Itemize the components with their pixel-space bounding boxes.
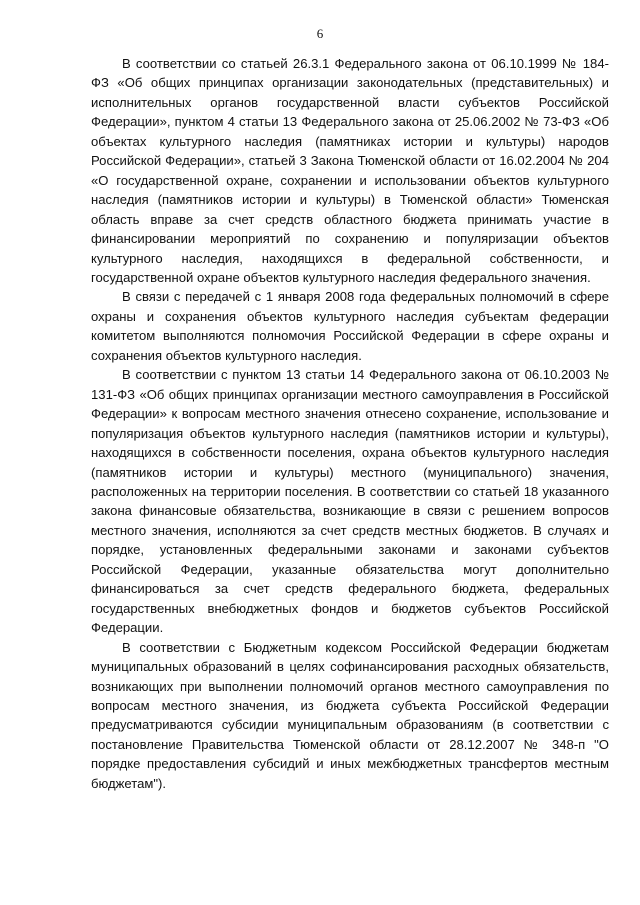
document-body [91, 54, 609, 793]
paragraph-regional-heritage-funding: В соответствии со статьей 26.3.1 Федерального закона от 06.10.1999 № 184-ФЗ «Об общих принципах организации законодательных (представительных) и исполнительных органов государственной власти субъектов Российской Федерации», пунктом 4 статьи 13 Федерального закона от 25.06.2002 № 73-ФЗ «Об объектах культурного наследия (памятниках истории и культуры) народов Российской Федерации», статьей 3 Закона Тюменской области от 16.02.2004 № 204 «О государственной охране, сохранении и использовании объектов культурного наследия (памятников истории и культуры) в Тюменской области» Тюменская область вправе за счет средств областного бюджета принимать участие в финансировании мероприятий по сохранению и популяризации объектов культурного наследия, находящихся в федеральной собственности, и государственной охране объектов культурного наследия федерального значения. [91, 56, 609, 285]
page-number: 6 [316, 26, 324, 41]
paragraph-local-self-government: В соответствии с пунктом 13 статьи 14 Федерального закона от 06.10.2003 № 131-ФЗ «Об общих принципах организации местного самоуправления в Российской Федерации» к вопросам местного значения отнесено сохранение, использование и популяризация объектов культурного наследия (памятников истории и культуры), находящихся в собственности поселения, охрана объектов культурного наследия (памятников истории и культуры) местного (муниципального) значения, расположенных на территории поселения. В соответствии со статьей 18 указанного закона финансовые обязательства, возникающие в связи с решением вопросов местного значения, исполняются за счет средств местных бюджетов. В случаях и порядке, установленных федеральными законами и законами субъектов Российской Федерации, указанные обязательства могут дополнительно финансироваться за счет средств федерального бюджета, федеральных государственных внебюджетных фондов и бюджетов субъектов Российской Федерации. [91, 367, 609, 636]
paragraph-federal-powers-transfer: В связи с передачей с 1 января 2008 года федеральных полномочий в сфере охраны и сохранения объектов культурного наследия субъектам федерации комитетом выполняются полномочия Российской Федерации в сфере охраны и сохранения объектов культурного наследия. [91, 289, 609, 363]
paragraph-budget-code-subsidies: В соответствии с Бюджетным кодексом Российской Федерации бюджетам муниципальных образований в целях софинансирования расходных обязательств, возникающих при выполнении полномочий органов местного самоуправления по вопросам местного значения, из бюджета субъекта Российской Федерации предусматриваются субсидии муниципальным образованиям (в соответствии с постановление Правительства Тюменской области от 28.12.2007 № 348-п "О порядке предоставления субсидий и иных межбюджетных трансфертов местным бюджетам"). [91, 639, 609, 791]
